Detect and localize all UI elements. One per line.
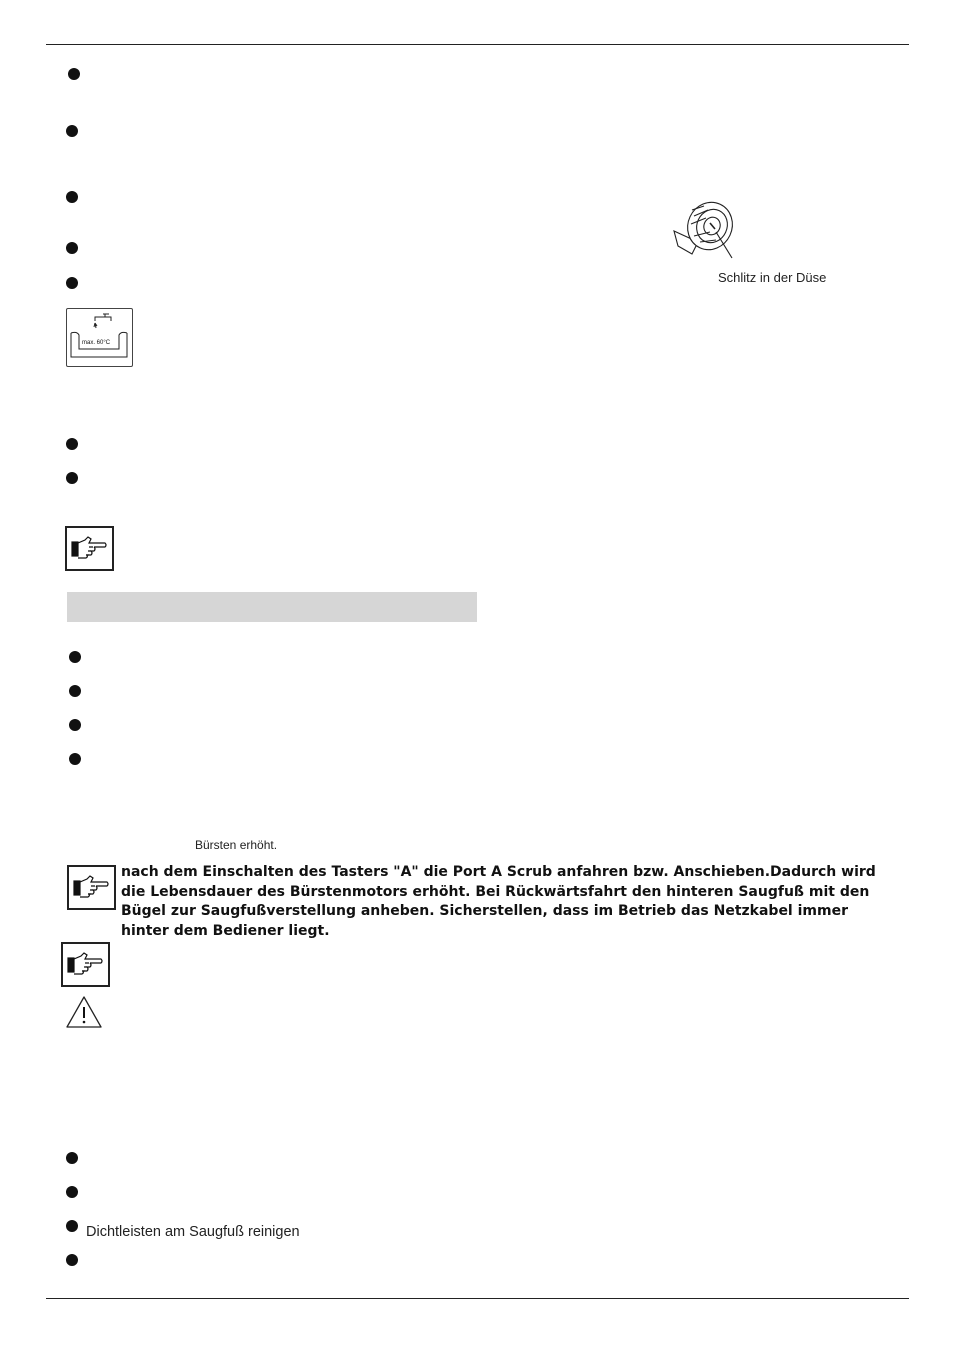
bullet: [66, 1186, 78, 1198]
bullet: [66, 472, 78, 484]
bullet: [66, 242, 78, 254]
bullet: [69, 651, 81, 663]
bullet: [66, 191, 78, 203]
bullet: [69, 719, 81, 731]
bullet: [66, 277, 78, 289]
nozzle-illustration: [664, 196, 754, 276]
hint-paragraph: nach dem Einschalten des Tasters "A" die Port A Scrub anfahren bzw. Anschieben.Dadurch wird die Lebensdauer des Bürstenmotors erhöht. Bei Rückwärtsfahrt den hinteren Saugfuß mit den Bügel zur Saugfußverstellung anheben. Sicherstellen, dass im Betrieb das Netzkabel immer hinter dem Bediener liegt.: [121, 864, 876, 939]
water-temperature-icon: [66, 308, 133, 367]
section-heading-bar: [67, 592, 477, 622]
bullet: [69, 753, 81, 765]
water-temperature-label: max. 60°C: [82, 340, 111, 346]
bullet: [66, 125, 78, 137]
pointing-hand-icon: [67, 865, 116, 910]
top-rule: [46, 44, 909, 45]
bullet: [66, 438, 78, 450]
warning-icon: [64, 994, 104, 1030]
brushes-text-fragment: Bürsten erhöht.: [195, 838, 278, 852]
bullet: [66, 1220, 78, 1232]
bottom-rule: [46, 1298, 909, 1299]
nozzle-caption: Schlitz in der Düse: [718, 270, 827, 285]
pointing-hand-icon: [61, 942, 110, 987]
pointing-hand-icon: [65, 526, 114, 571]
bullet: [66, 1254, 78, 1266]
maintenance-item-text: Dichtleisten am Saugfuß reinigen: [86, 1224, 300, 1240]
bullet: [69, 685, 81, 697]
bullet: [68, 68, 80, 80]
bullet: [66, 1152, 78, 1164]
